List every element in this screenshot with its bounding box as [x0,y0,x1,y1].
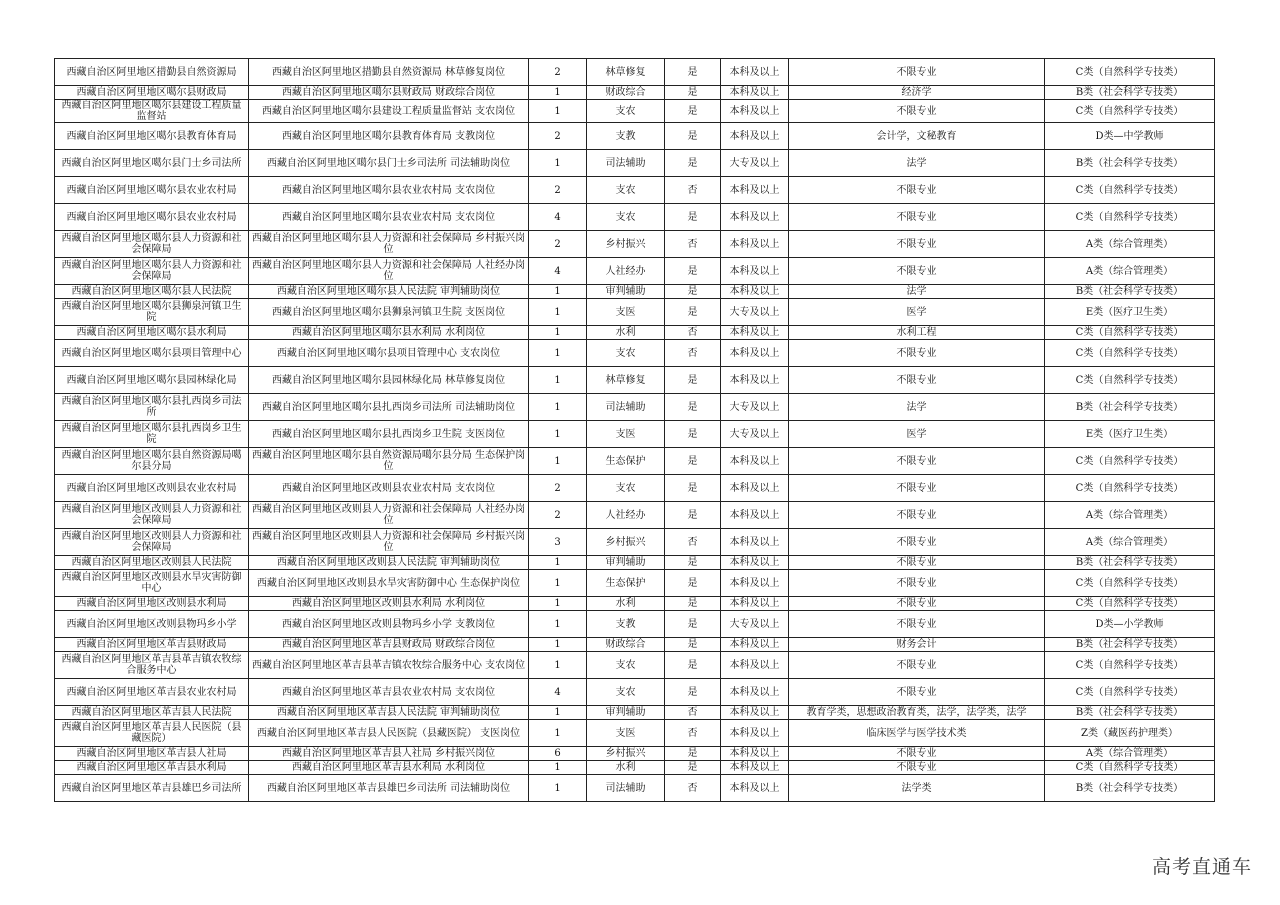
employer-cell: 西藏自治区阿里地区改则县人力资源和社会保障局 [55,502,249,529]
employer-cell: 西藏自治区阿里地区噶尔县自然资源局噶尔县分局 [55,448,249,475]
position-cell: 西藏自治区阿里地区革吉县人社局 乡村振兴岗位 [249,747,529,761]
position-cell: 西藏自治区阿里地区革吉县农业农村局 支农岗位 [249,679,529,706]
category-cell: 林草修复 [587,59,665,86]
category-cell: 支教 [587,123,665,150]
headcount-cell: 1 [529,299,587,326]
position-cell: 西藏自治区阿里地区噶尔县自然资源局噶尔县分局 生态保护岗位 [249,448,529,475]
exam-type-cell: Z类（藏医药护理类） [1045,720,1215,747]
exam-type-cell: A类（综合管理类） [1045,747,1215,761]
table-row [55,475,1215,502]
grassroots-cell: 否 [665,529,721,556]
grassroots-cell: 是 [665,258,721,285]
headcount-cell: 1 [529,652,587,679]
headcount-cell: 1 [529,326,587,340]
table-row [55,204,1215,231]
table-row [55,177,1215,204]
grassroots-cell: 是 [665,448,721,475]
position-cell: 西藏自治区阿里地区措勤县自然资源局 林草修复岗位 [249,59,529,86]
headcount-cell: 1 [529,448,587,475]
education-cell: 本科及以上 [721,556,789,570]
education-cell: 本科及以上 [721,652,789,679]
headcount-cell: 1 [529,86,587,100]
major-cell: 医学 [789,299,1045,326]
employer-cell: 西藏自治区阿里地区噶尔县教育体育局 [55,123,249,150]
position-cell: 西藏自治区阿里地区改则县农业农村局 支农岗位 [249,475,529,502]
education-cell: 本科及以上 [721,570,789,597]
category-cell: 水利 [587,326,665,340]
table-row [55,340,1215,367]
position-cell: 西藏自治区阿里地区噶尔县人力资源和社会保障局 乡村振兴岗位 [249,231,529,258]
table-row [55,761,1215,775]
major-cell: 不限专业 [789,652,1045,679]
exam-type-cell: B类（社会科学专技类） [1045,775,1215,802]
headcount-cell: 1 [529,367,587,394]
table-row [55,502,1215,529]
category-cell: 审判辅助 [587,556,665,570]
position-cell: 西藏自治区阿里地区噶尔县项目管理中心 支农岗位 [249,340,529,367]
exam-type-cell: C类（自然科学专技类） [1045,204,1215,231]
employer-cell: 西藏自治区阿里地区改则县水旱灾害防御中心 [55,570,249,597]
major-cell: 不限专业 [789,529,1045,556]
position-cell: 西藏自治区阿里地区噶尔县扎西岗乡司法所 司法辅助岗位 [249,394,529,421]
category-cell: 生态保护 [587,570,665,597]
grassroots-cell: 否 [665,720,721,747]
table-row [55,556,1215,570]
headcount-cell: 1 [529,597,587,611]
major-cell: 不限专业 [789,556,1045,570]
employer-cell: 西藏自治区阿里地区革吉县雄巴乡司法所 [55,775,249,802]
category-cell: 支医 [587,421,665,448]
major-cell: 不限专业 [789,597,1045,611]
exam-type-cell: D类—中学教师 [1045,123,1215,150]
employer-cell: 西藏自治区阿里地区噶尔县人力资源和社会保障局 [55,231,249,258]
category-cell: 支农 [587,204,665,231]
table-row [55,706,1215,720]
headcount-cell: 1 [529,340,587,367]
education-cell: 本科及以上 [721,340,789,367]
employer-cell: 西藏自治区阿里地区改则县农业农村局 [55,475,249,502]
exam-type-cell: C类（自然科学专技类） [1045,570,1215,597]
employer-cell: 西藏自治区阿里地区革吉县人民法院 [55,706,249,720]
exam-type-cell: C类（自然科学专技类） [1045,597,1215,611]
headcount-cell: 1 [529,150,587,177]
employer-cell: 西藏自治区阿里地区噶尔县财政局 [55,86,249,100]
education-cell: 本科及以上 [721,231,789,258]
education-cell: 大专及以上 [721,611,789,638]
major-cell: 不限专业 [789,204,1045,231]
category-cell: 财政综合 [587,86,665,100]
position-cell: 西藏自治区阿里地区改则县人民法院 审判辅助岗位 [249,556,529,570]
table-row [55,747,1215,761]
table-row [55,597,1215,611]
category-cell: 审判辅助 [587,285,665,299]
table-row [55,611,1215,638]
major-cell: 会计学，文秘教育 [789,123,1045,150]
employer-cell: 西藏自治区阿里地区革吉县水利局 [55,761,249,775]
employer-cell: 西藏自治区阿里地区改则县人力资源和社会保障局 [55,529,249,556]
major-cell: 水利工程 [789,326,1045,340]
grassroots-cell: 是 [665,761,721,775]
education-cell: 本科及以上 [721,502,789,529]
exam-type-cell: E类（医疗卫生类） [1045,421,1215,448]
grassroots-cell: 是 [665,556,721,570]
exam-type-cell: C类（自然科学专技类） [1045,652,1215,679]
table-row [55,285,1215,299]
category-cell: 支农 [587,475,665,502]
grassroots-cell: 是 [665,299,721,326]
grassroots-cell: 否 [665,706,721,720]
employer-cell: 西藏自治区阿里地区噶尔县门士乡司法所 [55,150,249,177]
grassroots-cell: 是 [665,86,721,100]
position-cell: 西藏自治区阿里地区改则县水旱灾害防御中心 生态保护岗位 [249,570,529,597]
exam-type-cell: C类（自然科学专技类） [1045,679,1215,706]
grassroots-cell: 否 [665,177,721,204]
major-cell: 不限专业 [789,502,1045,529]
education-cell: 本科及以上 [721,448,789,475]
position-cell: 西藏自治区阿里地区噶尔县财政局 财政综合岗位 [249,86,529,100]
headcount-cell: 6 [529,747,587,761]
headcount-cell: 2 [529,59,587,86]
education-cell: 本科及以上 [721,204,789,231]
headcount-cell: 4 [529,204,587,231]
position-cell: 西藏自治区阿里地区改则县人力资源和社会保障局 乡村振兴岗位 [249,529,529,556]
headcount-cell: 1 [529,285,587,299]
grassroots-cell: 否 [665,340,721,367]
position-cell: 西藏自治区阿里地区革吉县水利局 水利岗位 [249,761,529,775]
exam-type-cell: C类（自然科学专技类） [1045,475,1215,502]
job-positions-table [54,58,1215,802]
grassroots-cell: 是 [665,204,721,231]
employer-cell: 西藏自治区阿里地区革吉县财政局 [55,638,249,652]
category-cell: 人社经办 [587,258,665,285]
major-cell: 财务会计 [789,638,1045,652]
table-row [55,258,1215,285]
major-cell: 不限专业 [789,100,1045,123]
position-cell: 西藏自治区阿里地区噶尔县人力资源和社会保障局 人社经办岗位 [249,258,529,285]
grassroots-cell: 是 [665,638,721,652]
position-cell: 西藏自治区阿里地区噶尔县人民法院 审判辅助岗位 [249,285,529,299]
headcount-cell: 1 [529,706,587,720]
employer-cell: 西藏自治区阿里地区噶尔县人力资源和社会保障局 [55,258,249,285]
category-cell: 生态保护 [587,448,665,475]
grassroots-cell: 是 [665,597,721,611]
employer-cell: 西藏自治区阿里地区革吉县革吉镇农牧综合服务中心 [55,652,249,679]
grassroots-cell: 是 [665,123,721,150]
exam-type-cell: B类（社会科学专技类） [1045,394,1215,421]
major-cell: 不限专业 [789,570,1045,597]
position-cell: 西藏自治区阿里地区噶尔县狮泉河镇卫生院 支医岗位 [249,299,529,326]
grassroots-cell: 是 [665,747,721,761]
education-cell: 本科及以上 [721,720,789,747]
category-cell: 支农 [587,100,665,123]
exam-type-cell: A类（综合管理类） [1045,529,1215,556]
employer-cell: 西藏自治区阿里地区措勤县自然资源局 [55,59,249,86]
table-row [55,448,1215,475]
position-cell: 西藏自治区阿里地区改则县人力资源和社会保障局 人社经办岗位 [249,502,529,529]
exam-type-cell: C类（自然科学专技类） [1045,367,1215,394]
position-cell: 西藏自治区阿里地区噶尔县教育体育局 支教岗位 [249,123,529,150]
position-cell: 西藏自治区阿里地区革吉县革吉镇农牧综合服务中心 支农岗位 [249,652,529,679]
table-row [55,775,1215,802]
major-cell: 医学 [789,421,1045,448]
grassroots-cell: 是 [665,652,721,679]
position-cell: 西藏自治区阿里地区改则县物玛乡小学 支教岗位 [249,611,529,638]
category-cell: 支农 [587,177,665,204]
headcount-cell: 2 [529,123,587,150]
exam-type-cell: C类（自然科学专技类） [1045,177,1215,204]
category-cell: 支农 [587,679,665,706]
education-cell: 本科及以上 [721,123,789,150]
exam-type-cell: B类（社会科学专技类） [1045,706,1215,720]
exam-type-cell: A类（综合管理类） [1045,258,1215,285]
education-cell: 本科及以上 [721,706,789,720]
table-row [55,394,1215,421]
exam-type-cell: B类（社会科学专技类） [1045,86,1215,100]
category-cell: 乡村振兴 [587,747,665,761]
employer-cell: 西藏自治区阿里地区噶尔县狮泉河镇卫生院 [55,299,249,326]
table-row [55,638,1215,652]
headcount-cell: 1 [529,556,587,570]
major-cell: 教育学类，思想政治教育类，法学，法学类，法学 [789,706,1045,720]
employer-cell: 西藏自治区阿里地区噶尔县扎西岗乡卫生院 [55,421,249,448]
major-cell: 不限专业 [789,231,1045,258]
major-cell: 法学 [789,394,1045,421]
table-row [55,59,1215,86]
position-cell: 西藏自治区阿里地区革吉县财政局 财政综合岗位 [249,638,529,652]
table-row [55,299,1215,326]
education-cell: 大专及以上 [721,299,789,326]
grassroots-cell: 是 [665,367,721,394]
exam-type-cell: C类（自然科学专技类） [1045,100,1215,123]
exam-type-cell: B类（社会科学专技类） [1045,150,1215,177]
position-cell: 西藏自治区阿里地区噶尔县水利局 水利岗位 [249,326,529,340]
position-cell: 西藏自治区阿里地区噶尔县扎西岗乡卫生院 支医岗位 [249,421,529,448]
grassroots-cell: 是 [665,150,721,177]
major-cell: 临床医学与医学技术类 [789,720,1045,747]
grassroots-cell: 是 [665,421,721,448]
grassroots-cell: 是 [665,611,721,638]
table-row [55,529,1215,556]
headcount-cell: 1 [529,100,587,123]
major-cell: 不限专业 [789,448,1045,475]
table-row [55,326,1215,340]
major-cell: 不限专业 [789,59,1045,86]
employer-cell: 西藏自治区阿里地区噶尔县水利局 [55,326,249,340]
headcount-cell: 3 [529,529,587,556]
grassroots-cell: 是 [665,679,721,706]
education-cell: 本科及以上 [721,775,789,802]
headcount-cell: 1 [529,570,587,597]
exam-type-cell: C类（自然科学专技类） [1045,59,1215,86]
education-cell: 本科及以上 [721,761,789,775]
education-cell: 本科及以上 [721,86,789,100]
grassroots-cell: 是 [665,570,721,597]
category-cell: 支农 [587,340,665,367]
headcount-cell: 2 [529,177,587,204]
major-cell: 经济学 [789,86,1045,100]
table-row [55,100,1215,123]
employer-cell: 西藏自治区阿里地区噶尔县园林绿化局 [55,367,249,394]
major-cell: 不限专业 [789,177,1045,204]
category-cell: 支农 [587,652,665,679]
position-cell: 西藏自治区阿里地区噶尔县建设工程质量监督站 支农岗位 [249,100,529,123]
major-cell: 不限专业 [789,679,1045,706]
education-cell: 本科及以上 [721,177,789,204]
education-cell: 本科及以上 [721,285,789,299]
major-cell: 不限专业 [789,475,1045,502]
exam-type-cell: C类（自然科学专技类） [1045,448,1215,475]
employer-cell: 西藏自治区阿里地区噶尔县人民法院 [55,285,249,299]
position-cell: 西藏自治区阿里地区噶尔县门士乡司法所 司法辅助岗位 [249,150,529,177]
education-cell: 本科及以上 [721,529,789,556]
headcount-cell: 2 [529,502,587,529]
position-cell: 西藏自治区阿里地区噶尔县园林绿化局 林草修复岗位 [249,367,529,394]
education-cell: 本科及以上 [721,475,789,502]
grassroots-cell: 是 [665,502,721,529]
headcount-cell: 1 [529,611,587,638]
exam-type-cell: C类（自然科学专技类） [1045,326,1215,340]
table-row [55,652,1215,679]
category-cell: 司法辅助 [587,394,665,421]
table-row [55,570,1215,597]
watermark-text: 高考直通车 [1151,856,1252,878]
exam-type-cell: A类（综合管理类） [1045,502,1215,529]
category-cell: 水利 [587,597,665,611]
education-cell: 大专及以上 [721,394,789,421]
employer-cell: 西藏自治区阿里地区改则县物玛乡小学 [55,611,249,638]
major-cell: 法学 [789,285,1045,299]
table-row [55,150,1215,177]
position-cell: 西藏自治区阿里地区革吉县人民法院 审判辅助岗位 [249,706,529,720]
employer-cell: 西藏自治区阿里地区噶尔县项目管理中心 [55,340,249,367]
education-cell: 本科及以上 [721,679,789,706]
exam-type-cell: E类（医疗卫生类） [1045,299,1215,326]
table-row [55,367,1215,394]
education-cell: 大专及以上 [721,150,789,177]
employer-cell: 西藏自治区阿里地区噶尔县扎西岗乡司法所 [55,394,249,421]
employer-cell: 西藏自治区阿里地区噶尔县建设工程质量监督站 [55,100,249,123]
table-row [55,123,1215,150]
exam-type-cell: C类（自然科学专技类） [1045,761,1215,775]
table-body [55,59,1215,802]
major-cell: 不限专业 [789,367,1045,394]
major-cell: 不限专业 [789,258,1045,285]
category-cell: 司法辅助 [587,775,665,802]
headcount-cell: 1 [529,720,587,747]
table-row [55,231,1215,258]
position-cell: 西藏自治区阿里地区改则县水利局 水利岗位 [249,597,529,611]
position-cell: 西藏自治区阿里地区噶尔县农业农村局 支农岗位 [249,204,529,231]
category-cell: 支医 [587,299,665,326]
education-cell: 大专及以上 [721,421,789,448]
grassroots-cell: 是 [665,59,721,86]
grassroots-cell: 是 [665,475,721,502]
category-cell: 乡村振兴 [587,529,665,556]
education-cell: 本科及以上 [721,638,789,652]
exam-type-cell: B类（社会科学专技类） [1045,638,1215,652]
employer-cell: 西藏自治区阿里地区改则县水利局 [55,597,249,611]
headcount-cell: 4 [529,258,587,285]
category-cell: 乡村振兴 [587,231,665,258]
position-cell: 西藏自治区阿里地区革吉县雄巴乡司法所 司法辅助岗位 [249,775,529,802]
table-row [55,679,1215,706]
exam-type-cell: A类（综合管理类） [1045,231,1215,258]
major-cell: 不限专业 [789,611,1045,638]
table-row [55,720,1215,747]
major-cell: 不限专业 [789,340,1045,367]
employer-cell: 西藏自治区阿里地区革吉县农业农村局 [55,679,249,706]
education-cell: 本科及以上 [721,258,789,285]
headcount-cell: 1 [529,761,587,775]
headcount-cell: 1 [529,638,587,652]
grassroots-cell: 否 [665,326,721,340]
employer-cell: 西藏自治区阿里地区噶尔县农业农村局 [55,204,249,231]
category-cell: 支教 [587,611,665,638]
major-cell: 不限专业 [789,747,1045,761]
category-cell: 人社经办 [587,502,665,529]
category-cell: 财政综合 [587,638,665,652]
major-cell: 不限专业 [789,761,1045,775]
education-cell: 本科及以上 [721,367,789,394]
education-cell: 本科及以上 [721,326,789,340]
headcount-cell: 1 [529,421,587,448]
employer-cell: 西藏自治区阿里地区噶尔县农业农村局 [55,177,249,204]
education-cell: 本科及以上 [721,597,789,611]
category-cell: 审判辅助 [587,706,665,720]
exam-type-cell: B类（社会科学专技类） [1045,556,1215,570]
category-cell: 林草修复 [587,367,665,394]
grassroots-cell: 否 [665,775,721,802]
headcount-cell: 4 [529,679,587,706]
major-cell: 法学类 [789,775,1045,802]
category-cell: 支医 [587,720,665,747]
grassroots-cell: 是 [665,285,721,299]
table-row [55,421,1215,448]
exam-type-cell: B类（社会科学专技类） [1045,285,1215,299]
category-cell: 水利 [587,761,665,775]
headcount-cell: 1 [529,775,587,802]
grassroots-cell: 是 [665,394,721,421]
position-cell: 西藏自治区阿里地区革吉县人民医院（县藏医院） 支医岗位 [249,720,529,747]
education-cell: 本科及以上 [721,747,789,761]
position-cell: 西藏自治区阿里地区噶尔县农业农村局 支农岗位 [249,177,529,204]
grassroots-cell: 是 [665,100,721,123]
headcount-cell: 1 [529,394,587,421]
employer-cell: 西藏自治区阿里地区革吉县人社局 [55,747,249,761]
category-cell: 司法辅助 [587,150,665,177]
employer-cell: 西藏自治区阿里地区改则县人民法院 [55,556,249,570]
employer-cell: 西藏自治区阿里地区革吉县人民医院（县藏医院） [55,720,249,747]
grassroots-cell: 否 [665,231,721,258]
headcount-cell: 2 [529,475,587,502]
major-cell: 法学 [789,150,1045,177]
headcount-cell: 2 [529,231,587,258]
education-cell: 本科及以上 [721,59,789,86]
education-cell: 本科及以上 [721,100,789,123]
table-row [55,86,1215,100]
exam-type-cell: C类（自然科学专技类） [1045,340,1215,367]
exam-type-cell: D类—小学教师 [1045,611,1215,638]
